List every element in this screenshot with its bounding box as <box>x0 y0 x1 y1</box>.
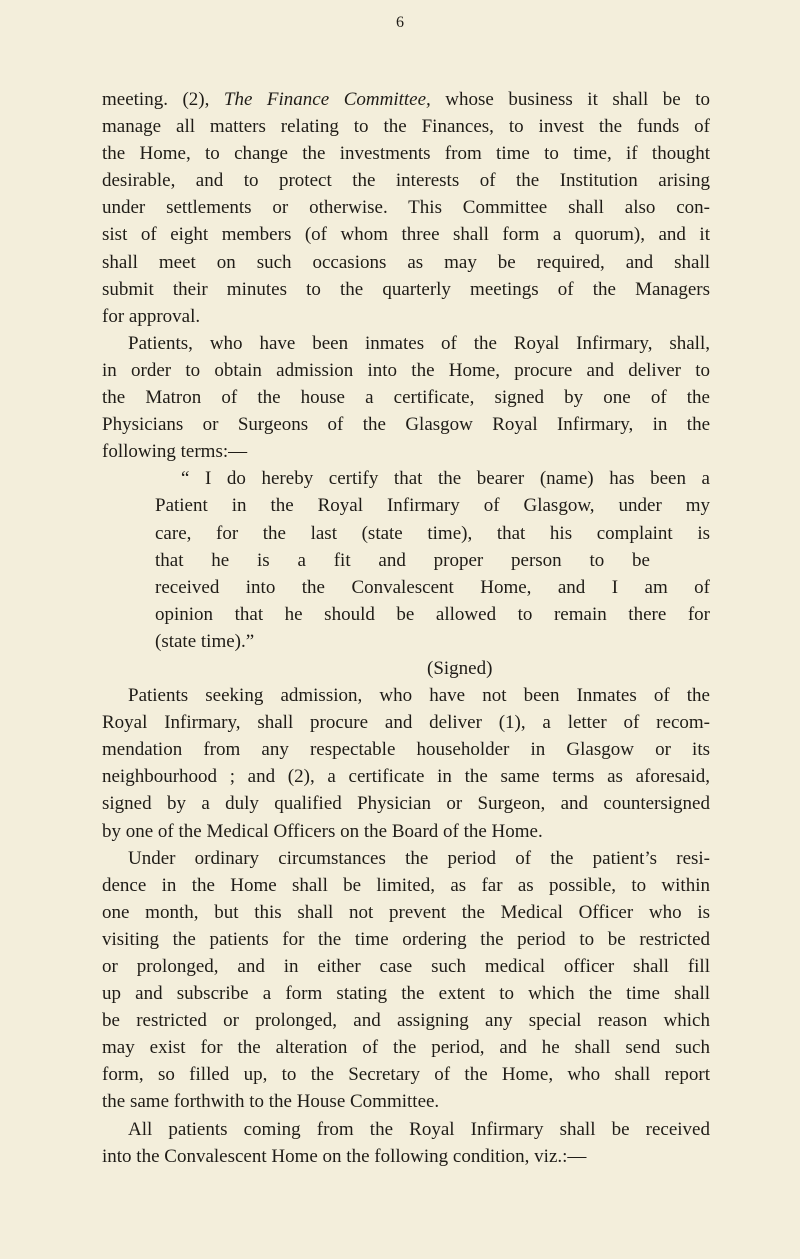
text-line: the Home, to change the investments from time to time, if thought <box>102 143 710 165</box>
text-line: in order to obtain admission into the Home, procure and deliver to <box>102 359 710 381</box>
paragraph-admission-non-inmates <box>102 682 710 845</box>
text-line: may exist for the alteration of the period, and he shall send such <box>102 1037 710 1059</box>
paragraph-admission-inmates <box>102 330 710 465</box>
text-line: visiting the patients for the time ordering the period to be restricted <box>102 928 710 950</box>
text-line: be restricted or prolonged, and assigning any special reason which <box>102 1010 710 1032</box>
text-line: desirable, and to protect the interests of the Institution arising <box>102 170 710 192</box>
text-line: under settlements or otherwise. This Committee shall also con- <box>102 197 710 219</box>
text-line: All patients coming from the Royal Infirmary shall be received <box>128 1118 710 1140</box>
italic-title: The Finance Committee, <box>223 89 431 110</box>
text-line <box>102 86 710 113</box>
page-number: 6 <box>396 14 404 31</box>
text-line: manage all matters relating to the Finances, to invest the funds of <box>102 116 710 138</box>
certificate-line: care, for the last (state time), that his complaint is <box>155 522 710 544</box>
text-line: one month, but this shall not prevent the Medical Officer who is <box>102 901 710 923</box>
text-line: into the Convalescent Home on the following condition, viz.:— <box>102 1145 587 1167</box>
text-line: mendation from any respectable householder in Glasgow or its <box>102 739 710 761</box>
text-line: Royal Infirmary, shall procure and deliver (1), a letter of recom- <box>102 712 710 734</box>
text-line: or prolonged, and in either case such medical officer shall fill <box>102 956 710 977</box>
paragraph-residence-period <box>102 845 710 1116</box>
text-line: Physicians or Surgeons of the Glasgow Royal Infirmary, in the <box>102 414 710 436</box>
text-line: up and subscribe a form stating the extent to which the time shall <box>102 983 710 1005</box>
certificate-line: received into the Convalescent Home, and I am of <box>155 576 710 598</box>
signature-label: (Signed) <box>427 657 493 679</box>
text-run: meeting. (2), <box>102 89 224 110</box>
text-line: the Matron of the house a certificate, signed by one of the <box>102 387 710 409</box>
text-line: Patients, who have been inmates of the Royal Infirmary, shall, <box>128 332 710 354</box>
text-line: signed by a duly qualified Physician or Surgeon, and countersigned <box>102 793 710 815</box>
text-line: neighbourhood ; and (2), a certificate in the same terms as aforesaid, <box>102 766 710 788</box>
text-line: shall meet on such occasions as may be required, and shall <box>102 251 710 273</box>
text-line: dence in the Home shall be limited, as far as possible, to within <box>102 874 710 896</box>
certificate-line: Patient in the Royal Infirmary of Glasgow, under my <box>155 495 710 517</box>
certificate-line: opinion that he should be allowed to remain there for <box>155 603 710 625</box>
text-run: whose business it shall be to <box>430 89 710 110</box>
paragraph-infirmary-condition <box>102 1116 710 1170</box>
text-line: sist of eight members (of whom three shall form a quorum), and it <box>102 224 710 246</box>
paragraph-finance-committee <box>102 86 710 330</box>
certificate-line: (state time).” <box>155 630 255 652</box>
text-line: following terms:— <box>102 441 248 463</box>
text-line: by one of the Medical Officers on the Board of the Home. <box>102 820 543 842</box>
text-line: submit their minutes to the quarterly meetings of the Managers <box>102 278 710 300</box>
certificate-line: “ I do hereby certify that the bearer (name) has been a <box>181 468 710 490</box>
body-text <box>102 86 710 1170</box>
certificate-form <box>102 465 710 682</box>
text-line: for approval. <box>102 305 201 327</box>
certificate-line: that he is a fit and proper person to be <box>155 549 650 571</box>
text-line: Patients seeking admission, who have not been Inmates of the <box>128 685 710 707</box>
text-line: form, so filled up, to the Secretary of the Home, who shall report <box>102 1064 710 1086</box>
text-line: the same forthwith to the House Committee. <box>102 1091 440 1113</box>
text-line: Under ordinary circumstances the period of the patient’s resi- <box>128 847 710 869</box>
